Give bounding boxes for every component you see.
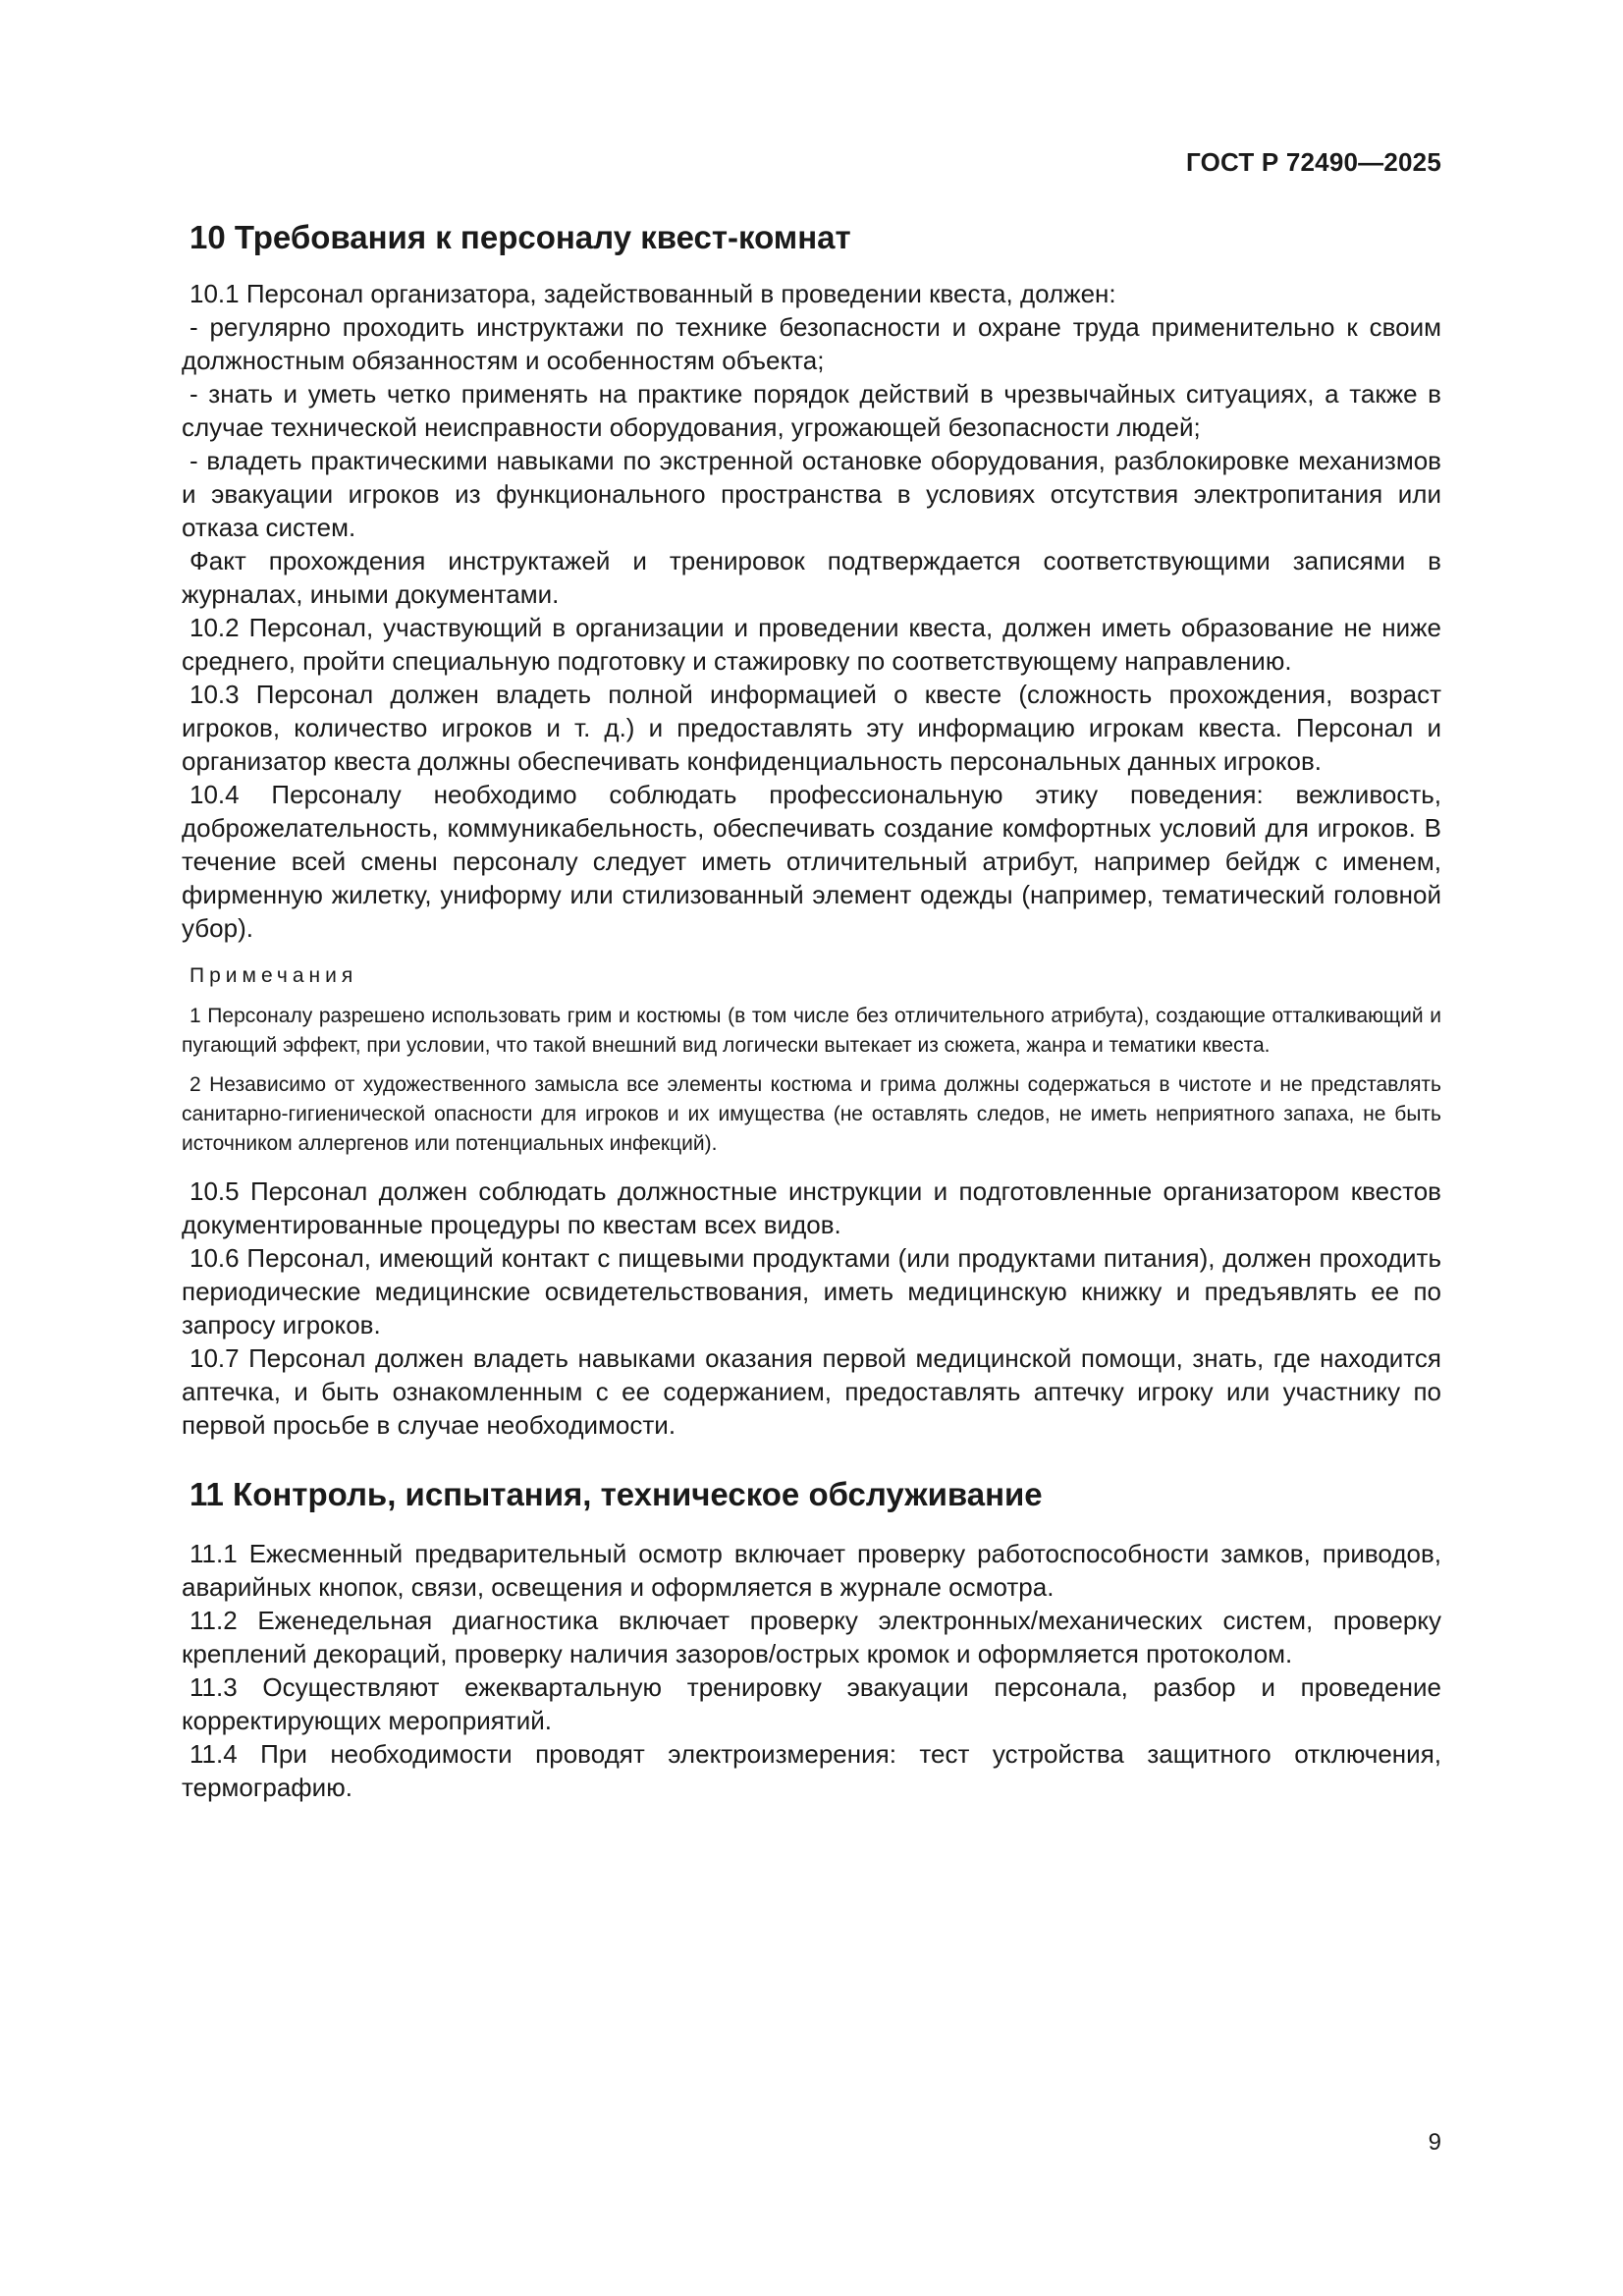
clause-10-6: 10.6 Персонал, имеющий контакт с пищевыми продуктами (или продуктами питания), должен проходить периодические медицинские освидетельствования, иметь медицинскую книжку и предъявлять ее по запросу игроков. [182,1242,1441,1339]
paragraph-fact: Факт прохождения инструктажей и тренировок подтверждается соответствующими записями в журналах, иными документами. [182,545,1441,609]
clause-10-1: 10.1 Персонал организатора, задействованный в проведении квеста, должен: [189,278,1116,308]
clause-11-1: 11.1 Ежесменный предварительный осмотр включает проверку работоспособности замков, приводов, аварийных кнопок, связи, освещения и оформляется в журнале осмотра. [182,1539,1441,1603]
notes-title: Примечания [189,963,358,987]
list-item: - знать и уметь четко применять на практике порядок действий в чрезвычайных ситуациях, а также в случае технической неисправности оборудования, угрожающей безопасности людей; [182,378,1441,442]
clause-10-7: 10.7 Персонал должен владеть навыками оказания первой медицинской помощи, знать, где находится аптечка, и быть ознакомленным с ее содержанием, предоставлять аптечку игроку или участнику по первой просьбе в случае необходимости. [182,1342,1441,1440]
page-content [182,218,1441,1804]
clause-10-4: 10.4 Персоналу необходимо соблюдать профессиональную этику поведения: вежливость, доброжелательность, коммуникабельность, обеспечивать создание комфортных условий для игроков. В течение всей смены персоналу следует иметь отличительный атрибут, например бейдж с именем, фирменную жилетку, униформу или стилизованный элемент одежды (например, тематический головной убор). [182,779,1441,943]
clause-11-3: 11.3 Осуществляют ежеквартальную тренировку эвакуации персонала, разбор и проведение корректирующих мероприятий. [182,1672,1441,1736]
page-number: 9 [1428,2129,1441,2156]
note-2: 2 Независимо от художественного замысла все элементы костюма и грима должны содержаться в чистоте и не представлять санитарно-гигиенической опасности для игроков и их имущества (не оставлять следов, не иметь неприятного запаха, не быть источником аллергенов или потенциальных инфекций). [182,1072,1441,1155]
clause-10-2: 10.2 Персонал, участвующий в организации и проведении квеста, должен иметь образование не ниже среднего, пройти специальную подготовку и стажировку по соответствующему направлению. [182,612,1441,676]
clause-10-5: 10.5 Персонал должен соблюдать должностные инструкции и подготовленные организатором квестов документированные процедуры по квестам всех видов. [182,1175,1441,1239]
note-1: 1 Персоналу разрешено использовать грим и костюмы (в том числе без отличительного атрибута), создающие отталкивающий и пугающий эффект, при условии, что такой внешний вид логически вытекает из сюжета, жанра и тематики квеста. [182,1004,1441,1057]
document-code: ГОСТ Р 72490—2025 [1186,147,1441,177]
section-10-title: 10 Требования к персоналу квест-комнат [189,219,851,255]
clause-10-3: 10.3 Персонал должен владеть полной информацией о квесте (сложность прохождения, возраст игроков, количество игроков и т. д.) и предоставлять эту информацию игрокам квеста. Персонал и организатор квеста должны обеспечивать конфиденциальность персональных данных игроков. [182,679,1441,776]
list-item: - регулярно проходить инструктажи по технике безопасности и охране труда применительно к своим должностным обязанностям и особенностям объекта; [182,311,1441,375]
clause-11-2: 11.2 Еженедельная диагностика включает проверку электронных/механических систем, проверку креплений декораций, проверку наличия зазоров/острых кромок и оформляется протоколом. [182,1606,1441,1669]
list-item: - владеть практическими навыками по экстренной остановке оборудования, разблокировке механизмов и эвакуации игроков из функционального пространства в условиях отсутствия электропитания или отказа систем. [182,445,1441,542]
clause-11-4: 11.4 При необходимости проводят электроизмерения: тест устройства защитного отключения, термографию. [182,1739,1441,1803]
section-11-title: 11 Контроль, испытания, техническое обслуживание [189,1475,1043,1512]
